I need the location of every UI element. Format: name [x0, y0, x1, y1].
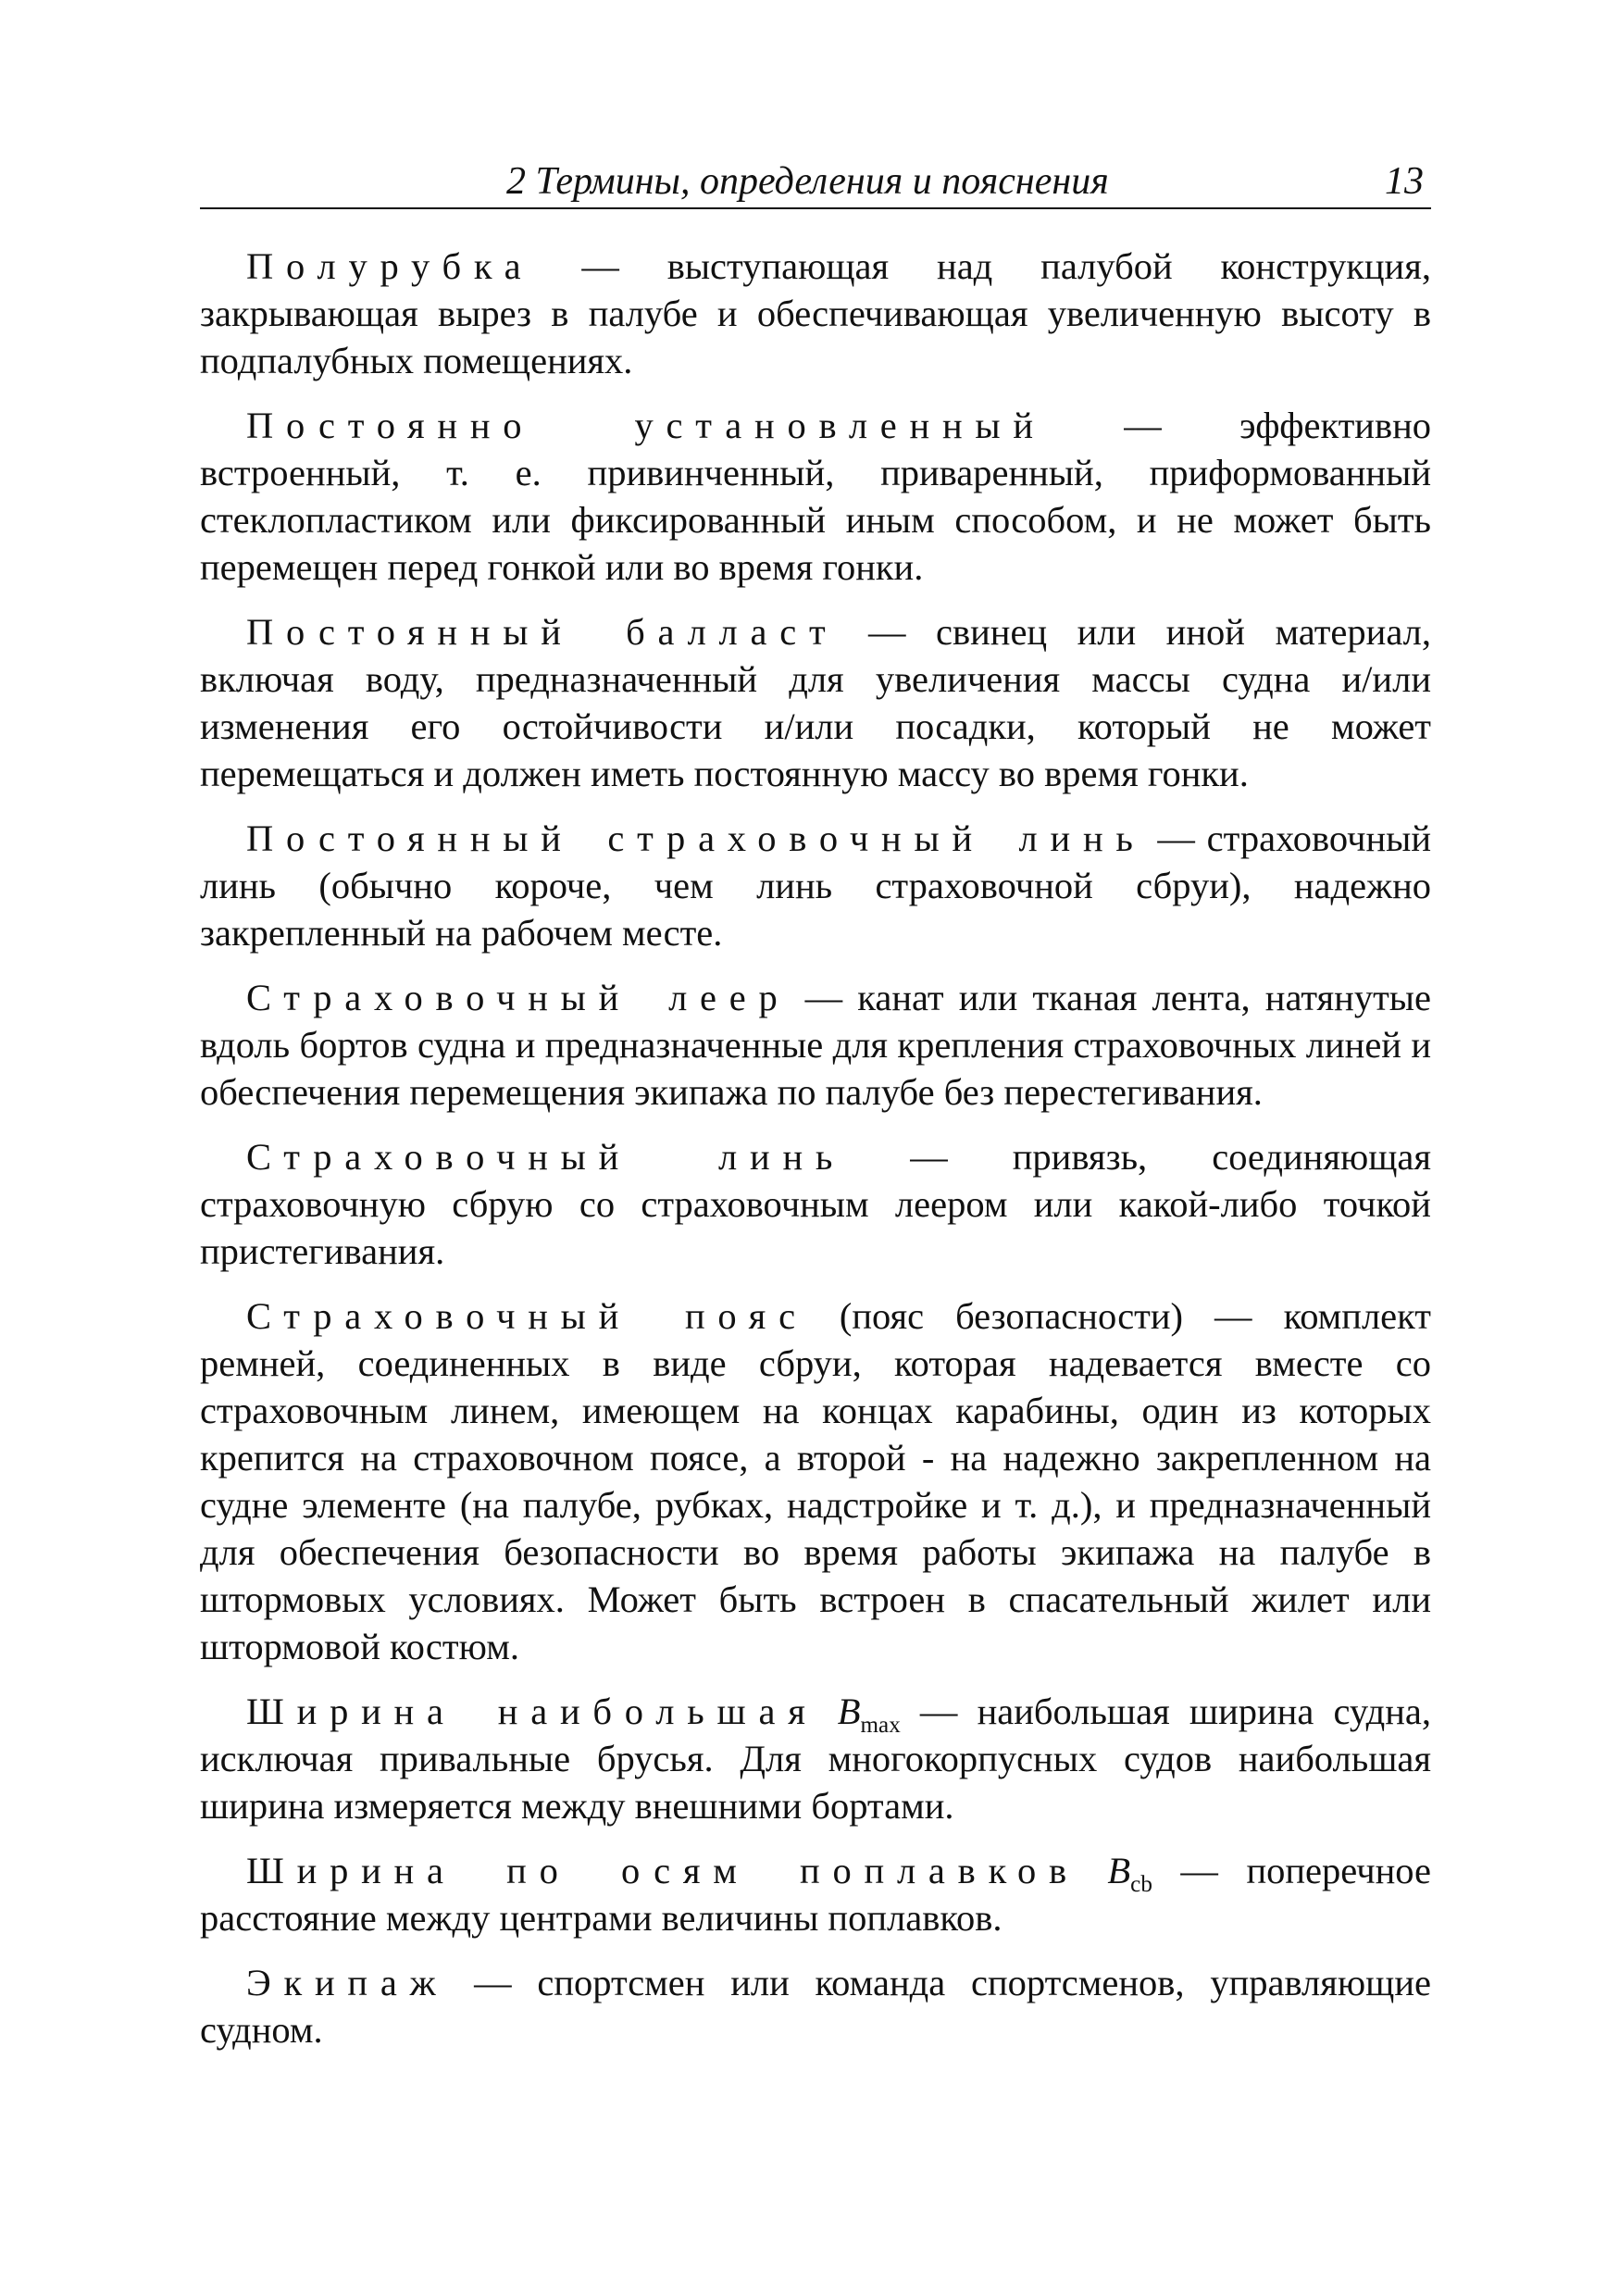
page-number: 13: [1385, 160, 1424, 203]
term: Страховочный леер: [246, 977, 791, 1018]
definition: — привязь, соединяющая страховочную сбрую со страховочным леером или какой-либо точкой пристегивания.: [200, 1136, 1432, 1272]
glossary-body: [200, 243, 1431, 2071]
glossary-entry: [200, 608, 1431, 797]
definition: — выступающая над палубой конструкция, закрывающая вырез в палубе и обеспечивающая увеличенную высоту в подпалубных помещениях.: [200, 245, 1431, 381]
definition: — спортсмен или команда спортсменов, управляющие судном.: [200, 1962, 1431, 2051]
symbol-letter: B: [837, 1691, 861, 1732]
glossary-entry: [200, 815, 1431, 956]
running-header: [200, 156, 1431, 209]
glossary-entry: [200, 1133, 1431, 1275]
glossary-entry: [200, 1959, 1431, 2053]
term: Постоянный страховочный линь: [246, 817, 1146, 859]
definition: — свинец или иной материал, включая воду, предназначенный для увеличения массы судна и/или изменения его остойчивости и/или посадки, который не может перемещаться и должен иметь постоянную массу во время гонки.: [200, 611, 1431, 794]
glossary-entry: [200, 1847, 1431, 1941]
term: Постоянно установленный: [246, 405, 1046, 446]
glossary-entry: [200, 1688, 1431, 1829]
term: Страховочный пояс: [246, 1295, 808, 1337]
symbol-subscript: cb: [1130, 1871, 1152, 1897]
term: Полурубка: [246, 245, 534, 287]
symbol-subscript: max: [860, 1712, 901, 1738]
definition: — страховочный линь (обычно короче, чем линь страховочной сбруи), надежно закрепленный на рабочем месте.: [200, 817, 1432, 954]
definition: (пояс безопасности) — комплект ремней, соединенных в виде сбруи, которая надевается вместе со страховочным линем, имеющем на концах карабины, один из которых крепится на страховочном поясе, а второй - на надежно закрепленном на судне элементе (на палубе, рубках, надстройке и т. д.), и предназначенный для обеспечения безопасности во время работы экипажа на палубе в штормовых условиях. Может быть встроен в спасательный жилет или штормовой костюм.: [200, 1295, 1431, 1667]
term: Постоянный балласт: [246, 611, 839, 653]
glossary-entry: [200, 243, 1431, 384]
term: Ширина наибольшая: [246, 1691, 818, 1732]
term: Страховочный линь: [246, 1136, 846, 1178]
definition: — наибольшая ширина судна, исключая привальные брусья. Для многокорпусных судов наибольшая ширина измеряется между внешними бортами.: [200, 1691, 1432, 1827]
definition: — поперечное расстояние между центрами величины поплавков.: [200, 1850, 1431, 1939]
section-title: 2 Термины, определения и пояснения: [506, 160, 1109, 203]
symbol: [1107, 1850, 1152, 1897]
definition: — эффективно встроенный, т. е. привинченный, приваренный, приформованный стеклопластиком или фиксированный иным способом, и не может быть перемещен перед гонкой или во время гонки.: [200, 405, 1432, 588]
glossary-entry: [200, 974, 1431, 1116]
term: Ширина по осям поплавков: [246, 1850, 1079, 1891]
glossary-entry: [200, 1292, 1431, 1670]
definition: — канат или тканая лента, натянутые вдоль бортов судна и предназначенные для крепления страховочных линей и обеспечения перемещения экипажа по палубе без перестегивания.: [200, 977, 1431, 1113]
glossary-entry: [200, 402, 1431, 591]
symbol: [837, 1691, 901, 1738]
symbol-letter: B: [1107, 1850, 1131, 1891]
term: Экипаж: [246, 1962, 449, 2003]
